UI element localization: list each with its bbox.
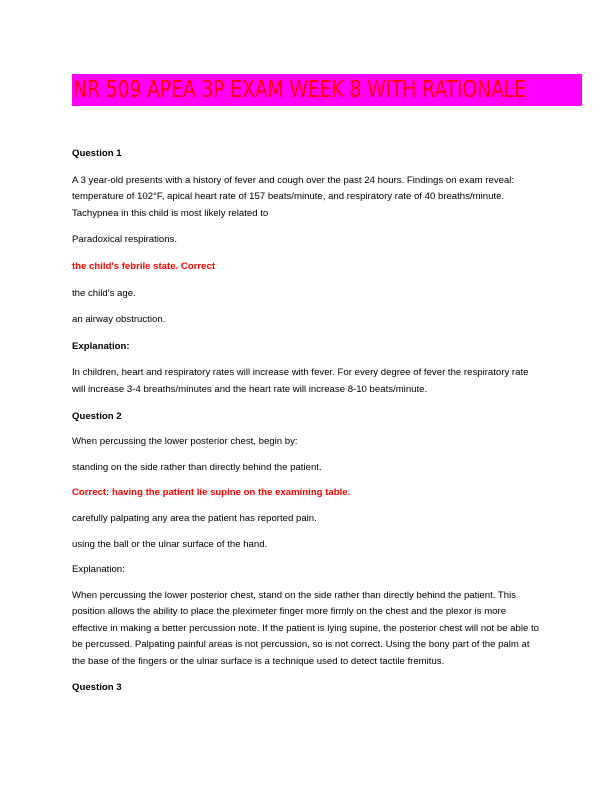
question-heading: Question 1 (72, 148, 122, 159)
answer-option: standing on the side rather than directly behind the patient. (72, 461, 322, 473)
answer-option: an airway obstruction. (72, 314, 166, 326)
explanation-text: In children, heart and respiratory rates will increase with fever. For every degree of fever the respiratory rate will increase 3-4 breaths/minutes and the heart rate will increase 8-10 beats/minute. (72, 367, 529, 395)
document-title: NR 509 APEA 3P EXAM WEEK 8 WITH RATIONALE (73, 77, 526, 103)
answer-option: the child's age. (72, 287, 136, 299)
answer-option-correct: the child's febrile state. Correct (72, 260, 216, 272)
question-heading: Question 2 (72, 410, 122, 422)
title-highlight (72, 74, 582, 106)
document-body (72, 146, 542, 696)
question-heading: Question 3 (72, 681, 122, 693)
answer-option: using the ball or the ulnar surface of the hand. (72, 538, 268, 550)
explanation-label: Explanation: (72, 564, 125, 576)
answer-option: carefully palpating any area the patient has reported pain. (72, 512, 317, 524)
question-stem: A 3 year-old presents with a history of fever and cough over the past 24 hours. Findings on exam reveal: temperature of 102°F, apical heart rate of 157 beats/minute, and respiratory rate of 40 breaths/minute. Tachypnea in this child is most likely related to (72, 174, 515, 219)
answer-option-correct: Correct: having the patient lie supine on the examining table. (72, 487, 351, 499)
explanation-text: When percussing the lower posterior chest, stand on the side rather than directly behind the patient. This position allows the ability to place the pleximeter finger more firmly on the chest and the plexor is more effective in making a better percussion note. If the patient is lying supine, the posterior chest will not be able to be percussed. Palpating painful areas is not percussion, so is not correct. Using the bony part of the palm at the base of the fingers or the ulnar surface is a technique used to detect tactile fremitus. (72, 589, 539, 668)
explanation-label: Explanation: (72, 340, 130, 352)
answer-option: Paradoxical respirations. (72, 234, 178, 246)
question-stem: When percussing the lower posterior chest, begin by: (72, 436, 298, 448)
